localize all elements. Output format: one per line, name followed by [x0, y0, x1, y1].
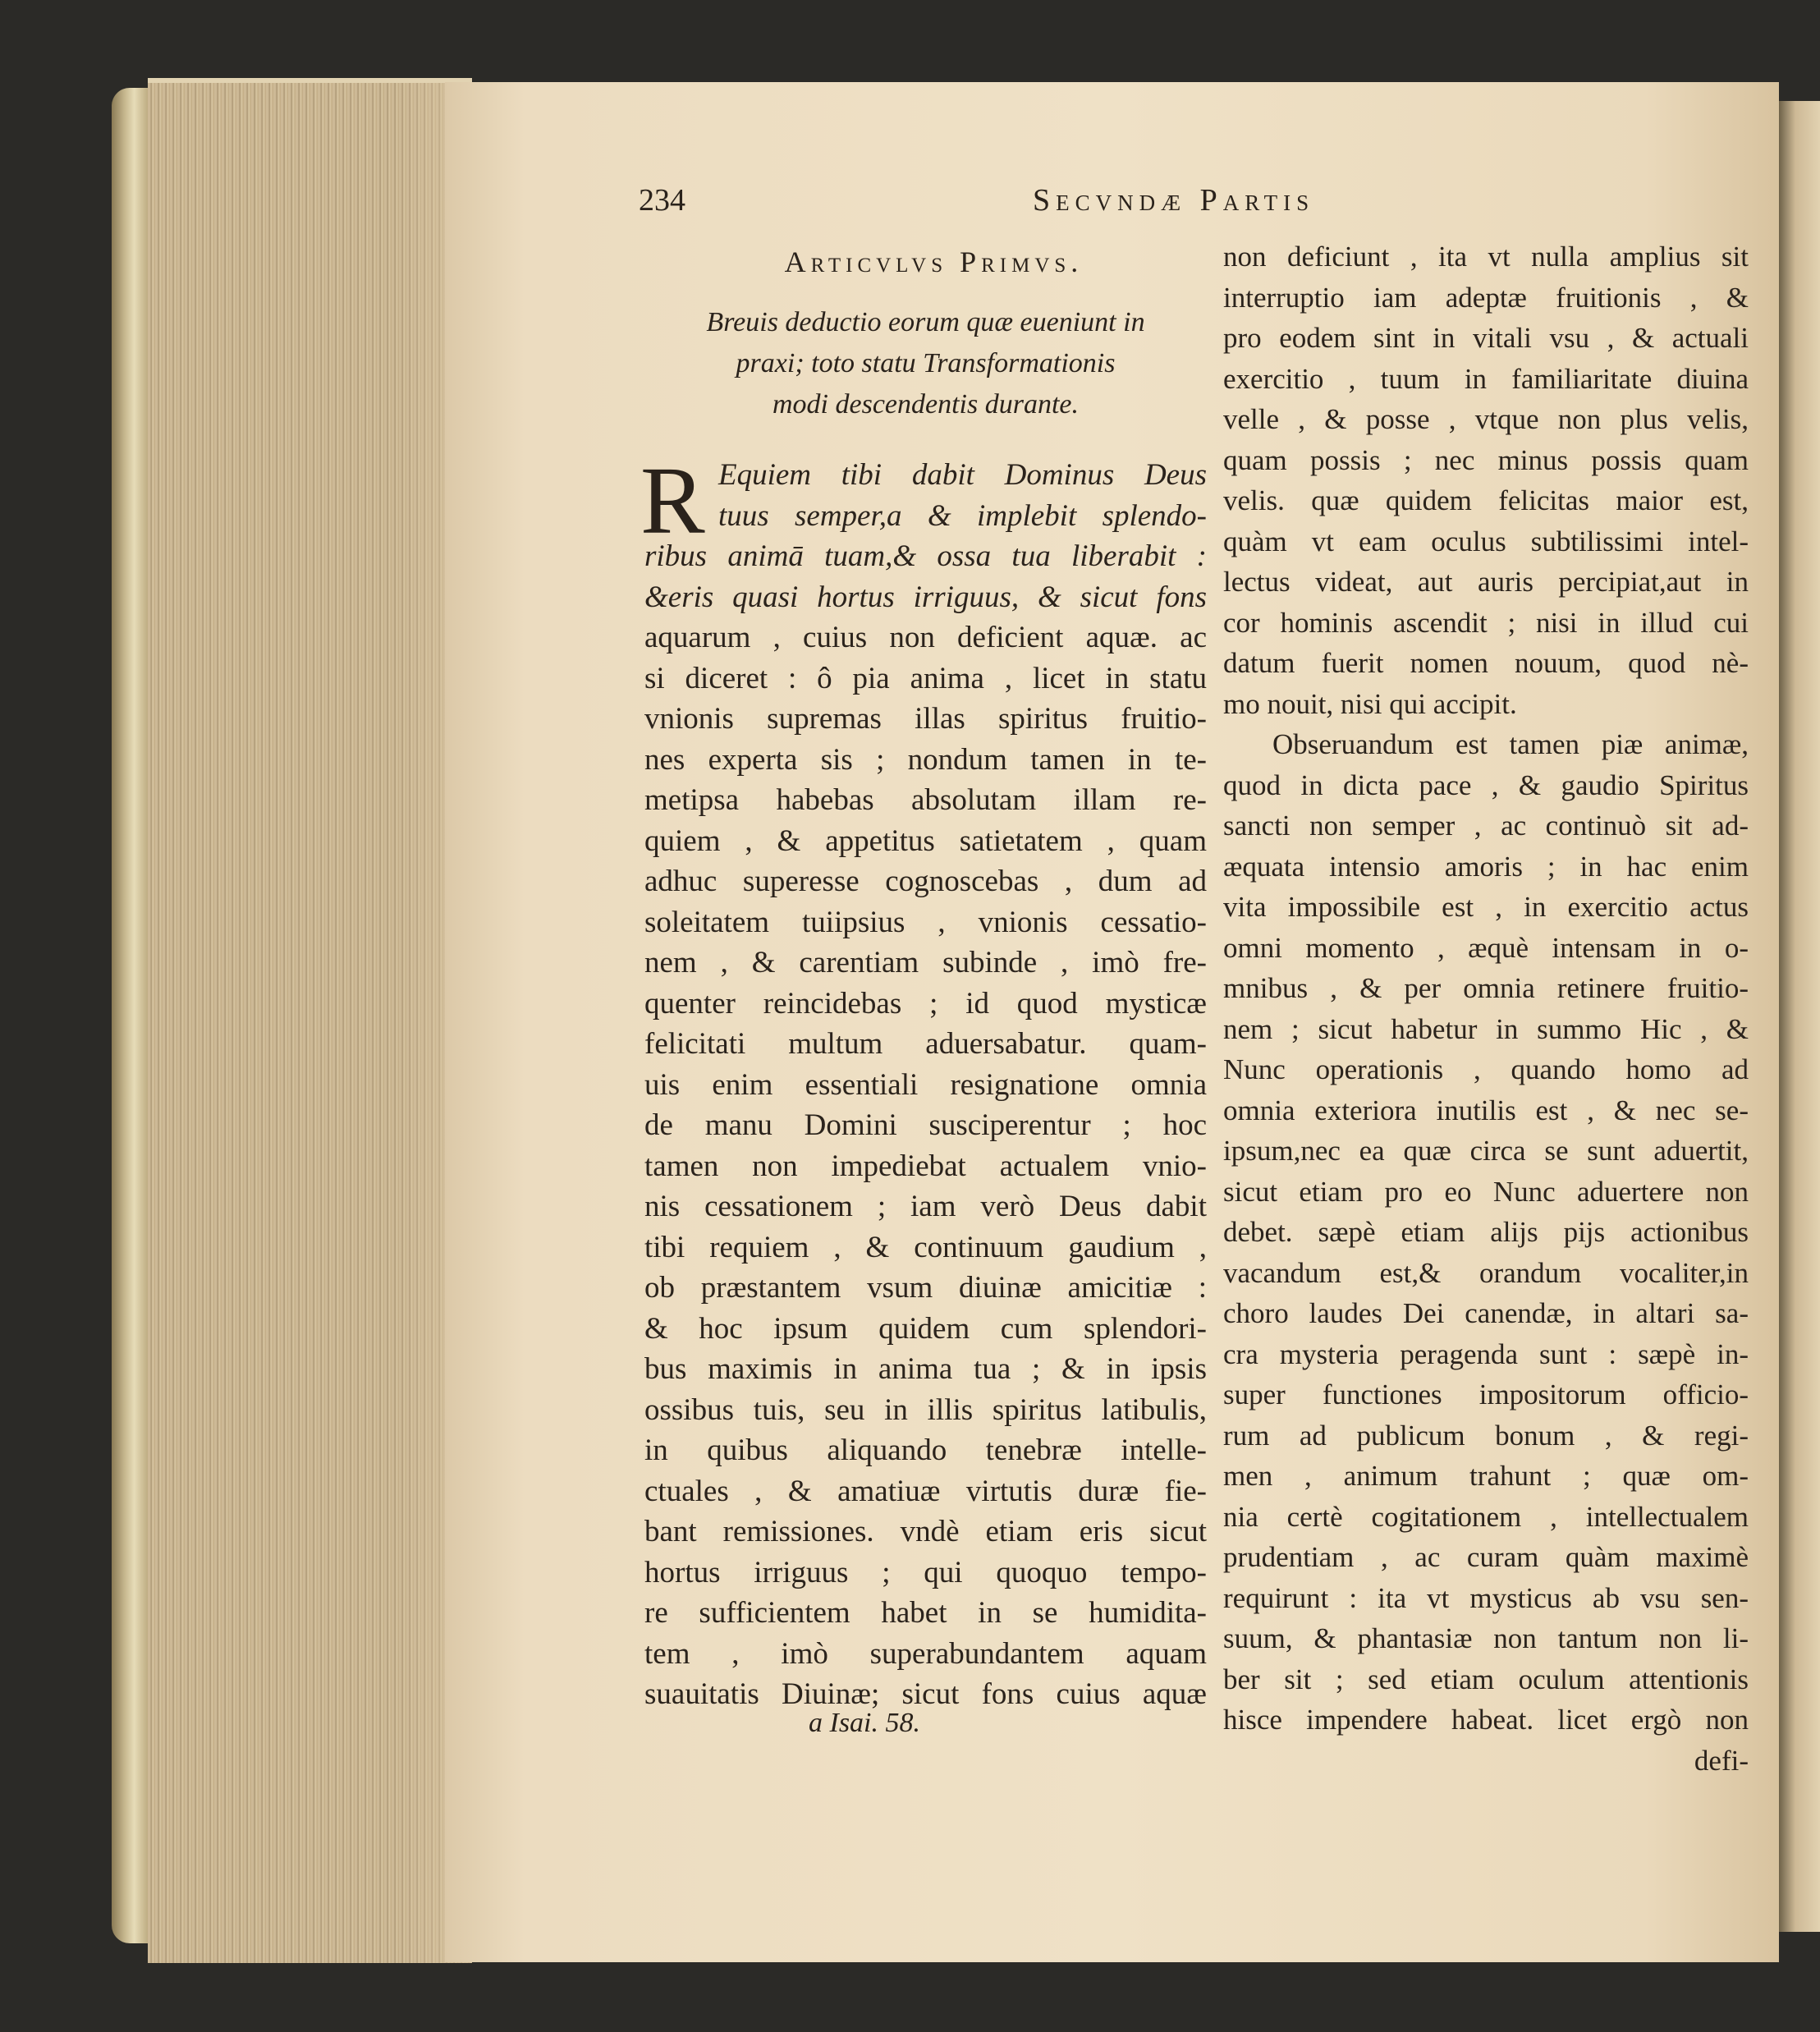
- text-line: soleitatem tuiipsius , vnionis cessatio-: [644, 905, 1207, 939]
- text-line: velle , & posse , vtque non plus velis,: [1223, 403, 1749, 435]
- subtitle-line: Breuis deductio eorum quæ eueniunt in: [706, 307, 1145, 337]
- text-line: suum, & phantasiæ non tantum non li-: [1223, 1622, 1749, 1654]
- text-line: quàm vt eam oculus subtilissimi intel-: [1223, 525, 1749, 557]
- text-line: pro eodem sint in vitali vsu , & actuali: [1223, 322, 1749, 354]
- text-line: tibi requiem , & continuum gaudium ,: [644, 1230, 1207, 1264]
- text-line: hortus irriguus ; qui quoquo tempo-: [644, 1555, 1207, 1589]
- text-line: nem , & carentiam subinde , imò fre-: [644, 946, 1207, 979]
- article-heading: Articvlvs Primvs.: [784, 245, 1084, 278]
- text-line: quiem , & appetitus satietatem , quam: [644, 823, 1207, 858]
- text-line: bus maximis in anima tua ; & in ipsis: [644, 1352, 1207, 1386]
- text-line: prudentiam , ac curam quàm maximè: [1223, 1541, 1749, 1573]
- text-line: omnia exteriora inutilis est , & nec se-: [1223, 1094, 1749, 1126]
- text-line: &eris quasi hortus irriguus, & sicut fons: [644, 580, 1207, 614]
- text-line: lectus videat, aut auris percipiat,aut in: [1223, 566, 1749, 598]
- text-line: vita impossibile est , in exercitio actus: [1223, 891, 1749, 923]
- text-line: suauitatis Diuinæ; sicut fons cuius aquæ: [644, 1677, 1207, 1711]
- running-head: [639, 182, 1460, 232]
- text-line: rum ad publicum bonum , & regi-: [1223, 1419, 1749, 1452]
- text-line: velis. quæ quidem felicitas maior est,: [1223, 484, 1749, 516]
- text-line: tamen non impediebat actualem vnio-: [644, 1149, 1207, 1183]
- text-line: sicut etiam pro eo Nunc aduertere non: [1223, 1175, 1749, 1208]
- text-line: ob præstantem vsum diuinæ amicitiæ :: [644, 1271, 1207, 1305]
- text-line: felicitati multum aduersabatur. quam-: [644, 1027, 1207, 1061]
- text-line: ossibus tuis, seu in illis spiritus latibulis,: [644, 1392, 1207, 1427]
- text-line: quam possis ; nec minus possis quam: [1223, 443, 1749, 476]
- text-line: æquata intensio amoris ; in hac enim: [1223, 850, 1749, 883]
- text-line: interruptio iam adeptæ fruitionis , &: [1223, 281, 1749, 314]
- paragraph-start-line: Obseruandum est tamen piæ animæ,: [1272, 728, 1749, 760]
- text-line: exercitio , tuum in familiaritate diuina: [1223, 362, 1749, 395]
- text-line: super functiones impositorum officio-: [1223, 1378, 1749, 1410]
- text-line: nem ; sicut habetur in summo Hic , &: [1223, 1012, 1749, 1045]
- text-line: cra mysteria peragenda sunt : sæpè in-: [1223, 1337, 1749, 1370]
- text-line: vacandum est,& orandum vocaliter,in: [1223, 1256, 1749, 1289]
- text-line: debet. sæpè etiam alijs pijs actionibus: [1223, 1216, 1749, 1248]
- text-line: & hoc ipsum quidem cum splendori-: [644, 1311, 1207, 1346]
- text-line: nis cessationem ; iam verò Deus dabit: [644, 1190, 1207, 1223]
- text-line: re sufficientem habet in se humidita-: [644, 1596, 1207, 1630]
- text-line: quod in dicta pace , & gaudio Spiritus: [1223, 768, 1749, 801]
- text-line: adhuc superesse cognoscebas , dum ad: [644, 865, 1207, 898]
- text-line: nia certè cogitationem , intellectualem: [1223, 1500, 1749, 1533]
- text-line: in quibus aliquando tenebræ intelle-: [644, 1433, 1207, 1467]
- text-line: tuus semper,a & implebit splendo-: [718, 498, 1207, 533]
- book-cover-edge: [112, 88, 149, 1943]
- text-line: nes experta sis ; nondum tamen in te-: [644, 742, 1207, 777]
- text-line: men , animum trahunt ; quæ om-: [1223, 1460, 1749, 1492]
- footnote: a Isai. 58.: [809, 1708, 920, 1738]
- facing-page-edge: [1779, 101, 1820, 1932]
- text-line: ctuales , & amatiuæ virtutis duræ fie-: [644, 1474, 1207, 1508]
- text-line: bant remissiones. vndè etiam eris sicut: [644, 1515, 1207, 1548]
- catchword: defi-: [1694, 1744, 1749, 1777]
- text-line: si diceret : ô pia anima , licet in statu: [644, 661, 1207, 695]
- page-number: 234: [639, 183, 685, 218]
- text-line: omni momento , æquè intensam in o-: [1223, 931, 1749, 964]
- text-line: non deficiunt , ita vt nulla amplius sit: [1223, 241, 1749, 273]
- text-line: cor hominis ascendit ; nisi in illud cui: [1223, 606, 1749, 639]
- drop-capital: R: [640, 447, 705, 554]
- text-line: mo nouit, nisi qui accipit.: [1223, 687, 1517, 720]
- text-line: aquarum , cuius non deficient aquæ. ac: [644, 621, 1207, 654]
- text-line: vnionis supremas illas spiritus fruitio-: [644, 702, 1207, 736]
- text-line: quenter reincidebas ; id quod mysticæ: [644, 986, 1207, 1021]
- text-line: datum fuerit nomen nouum, quod nè-: [1223, 647, 1749, 679]
- text-line: hisce impendere habeat. licet ergò non: [1223, 1704, 1749, 1736]
- text-line: ber sit ; sed etiam oculum attentionis: [1223, 1663, 1749, 1695]
- text-line: metipsa habebas absolutam illam re-: [644, 783, 1207, 817]
- text-line: sancti non semper , ac continuò sit ad-: [1223, 810, 1749, 842]
- text-line: requirunt : ita vt mysticus ab vsu sen-: [1223, 1581, 1749, 1614]
- text-line: choro laudes Dei canendæ, in altari sa-: [1223, 1297, 1749, 1329]
- text-line: Nunc operationis , quando homo ad: [1223, 1053, 1749, 1085]
- subtitle-line: praxi; toto statu Transformationis: [736, 348, 1116, 378]
- text-line: Equiem tibi dabit Dominus Deus: [718, 458, 1207, 492]
- article-subtitle: [644, 302, 1207, 425]
- text-line: de manu Domini susciperentur ; hoc: [644, 1108, 1207, 1142]
- left-body-text: [640, 447, 1207, 1715]
- right-column: [1223, 236, 1749, 1781]
- subtitle-line: modi descendentis durante.: [772, 389, 1079, 420]
- text-line: ipsum,nec ea quæ circa se sunt aduertit,: [1223, 1135, 1749, 1167]
- text-line: ribus animā tuam,& ossa tua liberabit :: [644, 539, 1207, 573]
- text-line: mnibus , & per omnia retinere fruitio-: [1223, 972, 1749, 1004]
- left-column: [640, 245, 1207, 1715]
- text-line: uis enim essentiali resignatione omnia: [644, 1067, 1207, 1102]
- text-line: tem , imò superabundantem aquam: [644, 1636, 1207, 1671]
- page-edges: [148, 78, 472, 1963]
- running-title: Secvndæ Partis: [1033, 183, 1315, 218]
